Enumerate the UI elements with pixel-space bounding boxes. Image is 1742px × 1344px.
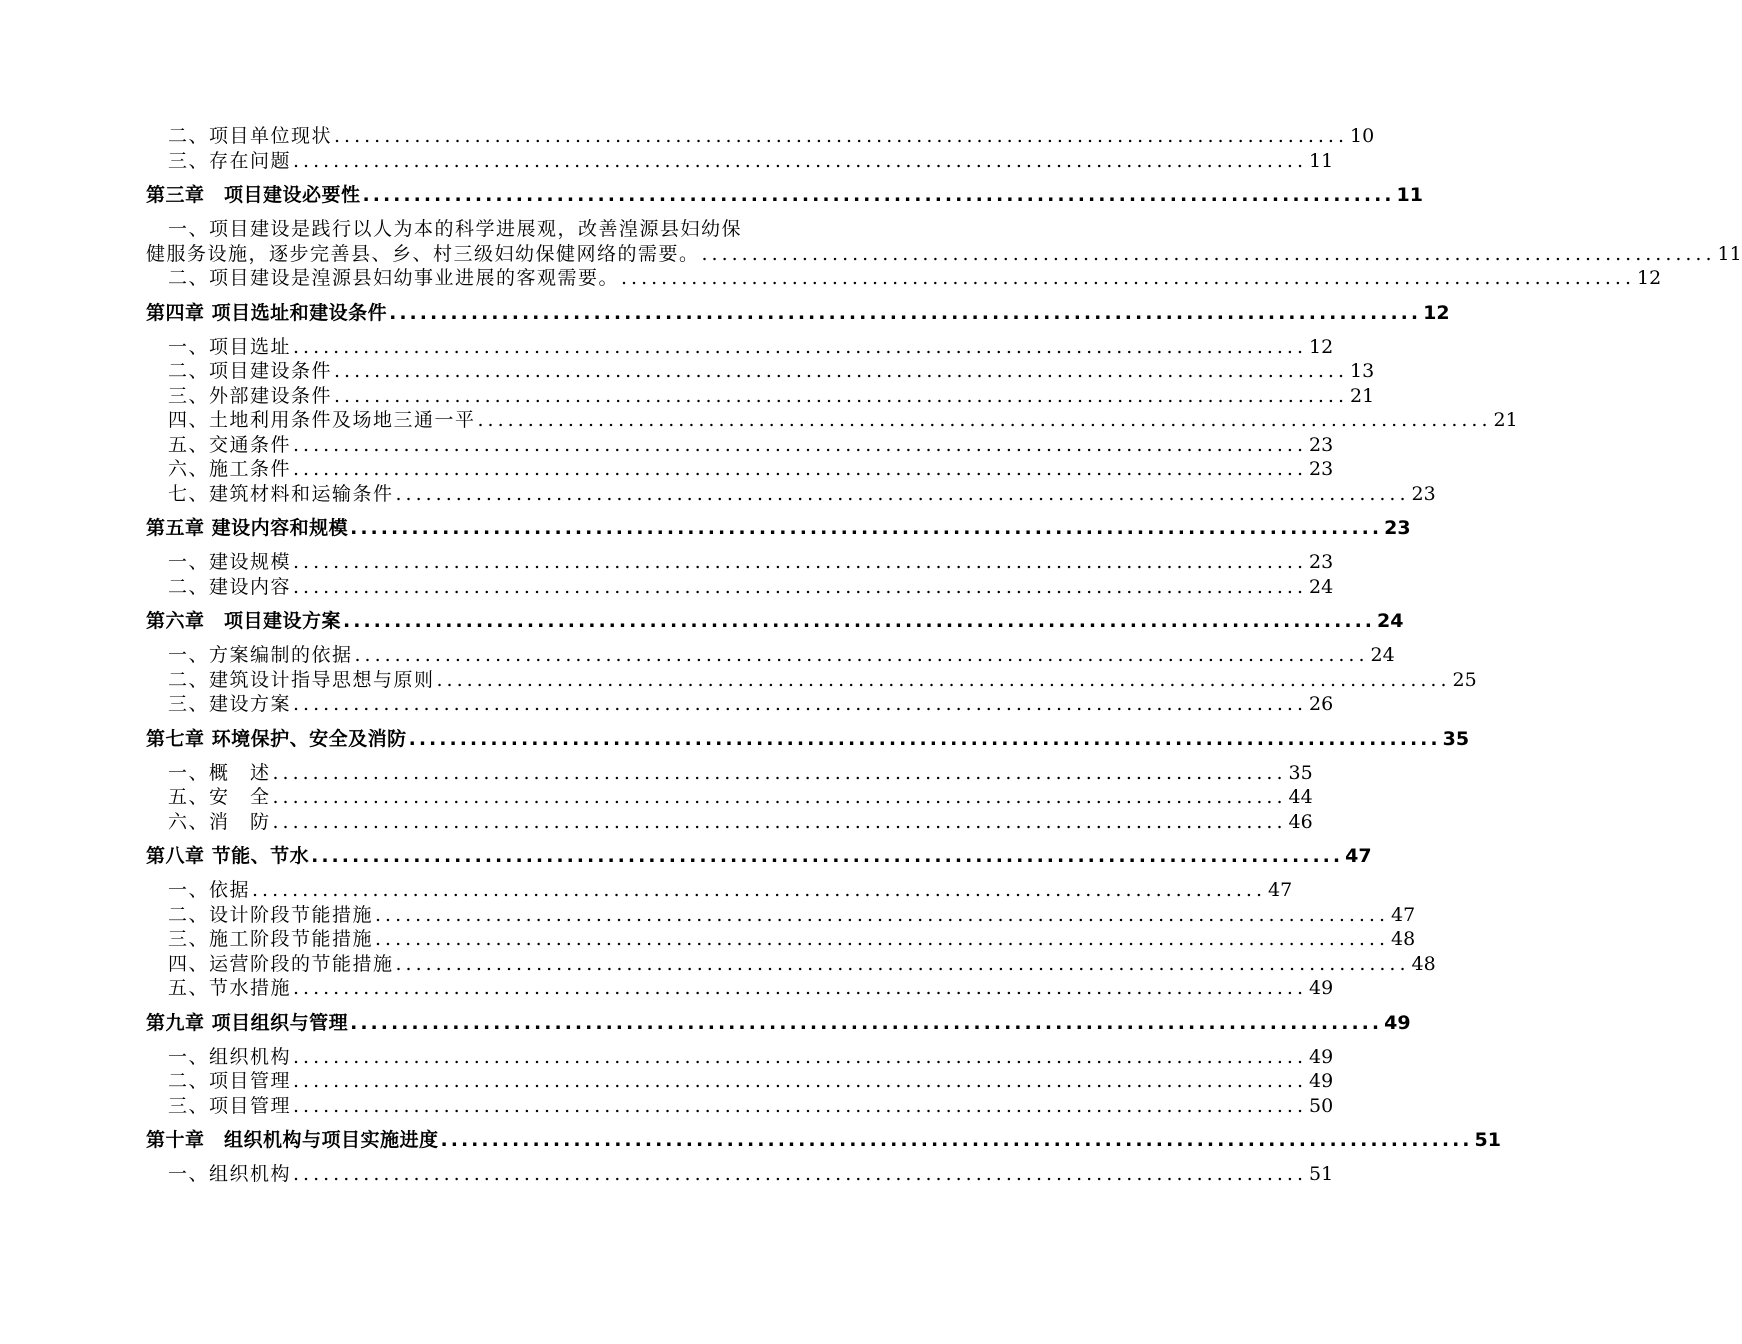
- toc-entry-title: 二、项目管理: [168, 1070, 292, 1092]
- toc-page-number: 49: [1309, 1045, 1334, 1068]
- toc-entry[interactable]: [146, 810, 1313, 835]
- toc-entry-title: 七、建筑材料和运输条件: [168, 482, 394, 505]
- toc-page-number: 23: [1309, 433, 1334, 456]
- toc-entry[interactable]: [146, 903, 1416, 928]
- toc-page-number: 24: [1309, 575, 1334, 598]
- toc-entry[interactable]: [146, 1094, 1334, 1119]
- toc-entry[interactable]: [146, 976, 1334, 1001]
- toc-entry-title: 五、交通条件: [168, 433, 292, 456]
- dot-leader: .....................................................................................................: [293, 433, 1308, 456]
- dot-leader: .....................................................................................................: [350, 517, 1383, 539]
- toc-page-number: 11: [1309, 149, 1334, 172]
- dot-leader: .....................................................................................................: [440, 1129, 1473, 1151]
- toc-entry-title: 六、消 防: [168, 810, 271, 833]
- toc-page-number: 21: [1350, 384, 1375, 407]
- toc-entry-title: 四、运营阶段的节能措施: [168, 952, 394, 975]
- toc-entry-title: 一、项目选址: [168, 335, 292, 358]
- toc-entry-title: 三、项目管理: [168, 1094, 292, 1117]
- dot-leader: .....................................................................................................: [621, 267, 1636, 289]
- toc-entry[interactable]: [146, 761, 1313, 786]
- toc-entry[interactable]: [146, 692, 1334, 717]
- toc-entry-title: 二、项目单位现状: [168, 125, 333, 147]
- dot-leader: .....................................................................................................: [293, 977, 1308, 999]
- dot-leader: .....................................................................................................: [293, 551, 1308, 573]
- toc-page-number: 10: [1350, 125, 1375, 147]
- dot-leader: .....................................................................................................: [354, 644, 1369, 666]
- toc-page-number: 50: [1309, 1094, 1334, 1117]
- dot-leader: .....................................................................................................: [293, 1070, 1308, 1092]
- dot-leader: .....................................................................................................: [375, 928, 1390, 950]
- toc-chapter-title: 第八章 节能、节水: [146, 845, 310, 867]
- dot-leader: .....................................................................................................: [272, 761, 1287, 784]
- toc-page-number: 23: [1309, 458, 1334, 480]
- toc-entry-title: 一、组织机构: [168, 1045, 292, 1068]
- toc-chapter-entry[interactable]: [146, 843, 1372, 869]
- toc-entry[interactable]: [146, 408, 1518, 433]
- toc-chapter-entry[interactable]: [146, 300, 1450, 326]
- toc-page-number: 48: [1391, 928, 1416, 950]
- toc-chapter-title: 第五章 建设内容和规模: [146, 517, 349, 539]
- toc-entry-title: 四、土地利用条件及场地三通一平: [168, 409, 476, 431]
- dot-leader: .....................................................................................................: [334, 125, 1349, 147]
- dot-leader: .....................................................................................................: [395, 952, 1410, 975]
- toc-entry-title: 一、组织机构: [168, 1163, 292, 1185]
- toc-chapter-title: 第三章 项目建设必要性: [146, 184, 361, 206]
- dot-leader: .....................................................................................................: [395, 482, 1410, 505]
- dot-leader: .....................................................................................................: [272, 810, 1287, 833]
- toc-entry-title: 五、安 全: [168, 786, 271, 808]
- toc-chapter-title: 第四章 项目选址和建设条件: [146, 301, 388, 324]
- toc-page-number: 49: [1309, 977, 1334, 999]
- toc-page-number: 47: [1268, 879, 1293, 901]
- toc-chapter-title: 第十章 组织机构与项目实施进度: [146, 1129, 439, 1151]
- toc-chapter-entry[interactable]: [146, 1010, 1411, 1036]
- dot-leader: .....................................................................................................: [293, 693, 1308, 715]
- dot-leader: .....................................................................................................: [375, 903, 1390, 926]
- toc-entry[interactable]: [146, 149, 1334, 174]
- dot-leader: .....................................................................................................: [436, 668, 1451, 691]
- toc-page-number: 35: [1442, 727, 1470, 750]
- toc-entry[interactable]: [146, 643, 1395, 668]
- dot-leader: .....................................................................................................: [701, 242, 1716, 265]
- dot-leader: .....................................................................................................: [389, 301, 1422, 324]
- toc-page-number: 11: [1717, 242, 1742, 265]
- toc-chapter-entry[interactable]: [146, 726, 1470, 752]
- dot-leader: .....................................................................................................: [408, 727, 1441, 750]
- toc-entry[interactable]: [146, 878, 1293, 903]
- toc-page-number: 13: [1350, 360, 1375, 382]
- toc-page-number: 26: [1309, 693, 1334, 715]
- dot-leader: .....................................................................................................: [362, 184, 1395, 206]
- toc-entry[interactable]: [146, 1162, 1334, 1187]
- toc-entry-title: 二、项目建设条件: [168, 360, 333, 382]
- toc-page-number: 23: [1309, 551, 1334, 573]
- toc-entry[interactable]: [146, 457, 1334, 482]
- toc-chapter-entry[interactable]: [146, 608, 1404, 634]
- toc-page-number: 47: [1391, 903, 1416, 926]
- toc-entry[interactable]: [146, 668, 1477, 693]
- toc-entry-title: 三、外部建设条件: [168, 384, 333, 407]
- toc-entry-title: 三、建设方案: [168, 693, 292, 715]
- toc-entry[interactable]: [146, 1045, 1334, 1070]
- toc-entry-wrapped-line[interactable]: 一、项目建设是践行以人为本的科学进展观，改善湟源县妇幼保: [168, 218, 743, 240]
- toc-page-number: 21: [1493, 409, 1518, 431]
- dot-leader: .....................................................................................................: [293, 1045, 1308, 1068]
- toc-page-number: 12: [1309, 335, 1334, 358]
- toc-page-number: 23: [1411, 482, 1436, 505]
- toc-chapter-title: 第六章 项目建设方案: [146, 610, 342, 632]
- toc-page-number: 12: [1637, 267, 1662, 289]
- dot-leader: .....................................................................................................: [293, 575, 1308, 598]
- toc-entry-title: 一、概 述: [168, 761, 271, 784]
- toc-entry[interactable]: [146, 242, 1742, 267]
- toc-page-number: 49: [1309, 1070, 1334, 1092]
- toc-chapter-title: 第九章 项目组织与管理: [146, 1011, 349, 1034]
- toc-entry-title: 二、建设内容: [168, 575, 292, 598]
- toc-entry[interactable]: [146, 1069, 1334, 1094]
- toc-page-number: 11: [1396, 184, 1423, 206]
- toc-entry[interactable]: [146, 384, 1375, 409]
- toc-page-number: 24: [1377, 610, 1404, 632]
- toc-entry-title: 一、方案编制的依据: [168, 644, 353, 666]
- toc-page-number: 51: [1474, 1129, 1501, 1151]
- dot-leader: .....................................................................................................: [293, 149, 1308, 172]
- toc-page-number: 47: [1345, 845, 1372, 867]
- toc-entry[interactable]: [146, 550, 1334, 575]
- toc-chapter-entry[interactable]: [146, 182, 1423, 208]
- toc-entry-title: 三、存在问题: [168, 149, 292, 172]
- dot-leader: .....................................................................................................: [293, 1163, 1308, 1185]
- toc-chapter-entry[interactable]: [146, 515, 1411, 541]
- toc-entry[interactable]: [146, 575, 1334, 600]
- toc-entry[interactable]: [146, 482, 1436, 507]
- toc-entry-title: 一、建设规模: [168, 551, 292, 573]
- toc-entry-title: 六、施工条件: [168, 458, 292, 480]
- dot-leader: .....................................................................................................: [334, 360, 1349, 382]
- toc-entry-title: 健服务设施，逐步完善县、乡、村三级妇幼保健网络的需要。: [146, 242, 700, 265]
- toc-entry[interactable]: [146, 952, 1436, 977]
- toc-page-number: 46: [1288, 810, 1313, 833]
- toc-entry[interactable]: [146, 335, 1334, 360]
- toc-chapter-title: 第七章 环境保护、安全及消防: [146, 727, 407, 750]
- toc-page-number: 51: [1309, 1163, 1334, 1185]
- toc-page-number: 48: [1411, 952, 1436, 975]
- dot-leader: .....................................................................................................: [293, 335, 1308, 358]
- toc-page-number: 35: [1288, 761, 1313, 784]
- dot-leader: .....................................................................................................: [293, 458, 1308, 480]
- toc-entry-title: 一、依据: [168, 879, 251, 901]
- toc-entry[interactable]: [146, 124, 1375, 149]
- dot-leader: .....................................................................................................: [311, 845, 1344, 867]
- toc-page-number: 49: [1384, 1011, 1411, 1034]
- toc-page-number: 23: [1384, 517, 1411, 539]
- toc-entry-title: 二、项目建设是湟源县妇幼事业进展的客观需要。: [168, 267, 620, 289]
- toc-entry[interactable]: [146, 359, 1375, 384]
- toc-page-number: 25: [1452, 668, 1477, 691]
- dot-leader: .....................................................................................................: [350, 1011, 1383, 1034]
- table-of-contents: [146, 124, 1742, 1187]
- dot-leader: .....................................................................................................: [252, 879, 1267, 901]
- dot-leader: .....................................................................................................: [334, 384, 1349, 407]
- toc-entry[interactable]: [146, 927, 1416, 952]
- dot-leader: .....................................................................................................: [272, 786, 1287, 808]
- toc-entry[interactable]: [146, 433, 1334, 458]
- toc-entry-title: 二、设计阶段节能措施: [168, 903, 374, 926]
- dot-leader: .....................................................................................................: [477, 409, 1492, 431]
- toc-entry-title: 五、节水措施: [168, 977, 292, 999]
- toc-entry[interactable]: [146, 785, 1313, 810]
- toc-entry[interactable]: [146, 266, 1662, 291]
- toc-page-number: 24: [1370, 644, 1395, 666]
- toc-page-number: 44: [1288, 786, 1313, 808]
- toc-page-number: 12: [1423, 301, 1450, 324]
- dot-leader: .....................................................................................................: [343, 610, 1376, 632]
- toc-chapter-entry[interactable]: [146, 1127, 1501, 1153]
- toc-entry-title: 三、施工阶段节能措施: [168, 928, 374, 950]
- dot-leader: .....................................................................................................: [293, 1094, 1308, 1117]
- toc-entry-title: 二、建筑设计指导思想与原则: [168, 668, 435, 691]
